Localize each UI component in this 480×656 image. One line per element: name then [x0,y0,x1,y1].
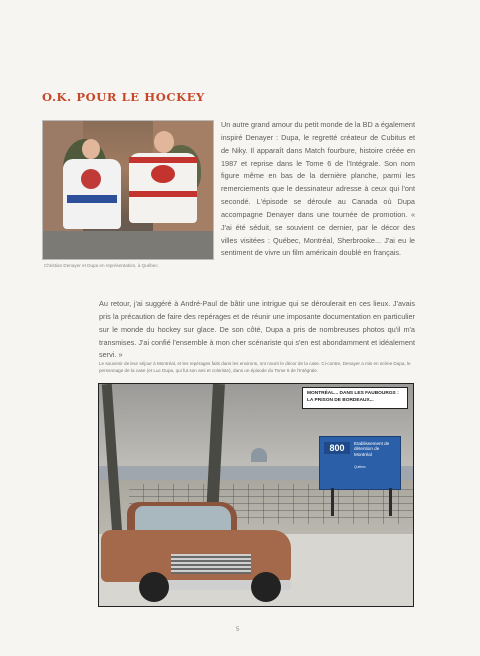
prison-sign [319,436,401,490]
photo-denayer-dupa [42,120,214,260]
sign-number: 800 [324,442,350,454]
page-number: 5 [236,627,240,633]
comic-car [101,496,291,604]
comic-balloon: MONTRÉAL... DANS LES FAUBOURGS : LA PRISON DE BORDEAUX... [302,387,408,409]
sign-subtext: Québec [354,465,366,469]
article-paragraph-2: Au retour, j'ai suggéré à André-Paul de bâtir une intrigue qui se déroulerait en ces lieux. J'avais pris la précaution de faire des repérages et de réunir une imposante documentation en particulier sur le monde du hockey sur glace. De son côté, Dupa a pris de nombreuses photos qu'il m'a transmises. J'ai confié l'ensemble à mon cher scénariste qui s'en est abondamment et idéalement servi. » [99,299,415,360]
comic-caption: Le souvenir de leur séjour à Montréal, et les repérages faits dans les environs, ont nourri le décor de la case. Ci-contre, Denayer a mis en scène Dupa, le personnage de la case (et Luc Dupa, qui fut son ami et coloriste), dans un épisode du Tome 6 de l'Intégrale. [99,361,411,373]
photo-caption: Christian Denayer et Dupa en représentation, à Québec. [44,263,159,268]
sign-text: Etablissement de détention de Montréal [354,441,390,457]
article-paragraph-1: Un autre grand amour du petit monde de la BD a également inspiré Denayer : Dupa, le regretté créateur de Cubitus et de Niky. Il apparaît dans Match fourbure, histoire créée en 1987 et reprise dans le Tome 6 de l'Intégrale. Son nom figure même en bas de la dernière planche, parmi les remerciements que le dessinateur adresse à ceux qui l'ont secondé. L'épisode se déroule au Canada où Dupa accompagne Denayer dans une tournée de promotion. « J'ai été séduit, se souvient ce dernier, par le décor des villes visitées : Québec, Montréal, Sherbrooke... J'ai eu le sentiment de vivre un film américain doublé en français. [221,120,415,258]
section-title: O.K. POUR LE HOCKEY [42,90,205,104]
comic-panel [98,383,414,607]
